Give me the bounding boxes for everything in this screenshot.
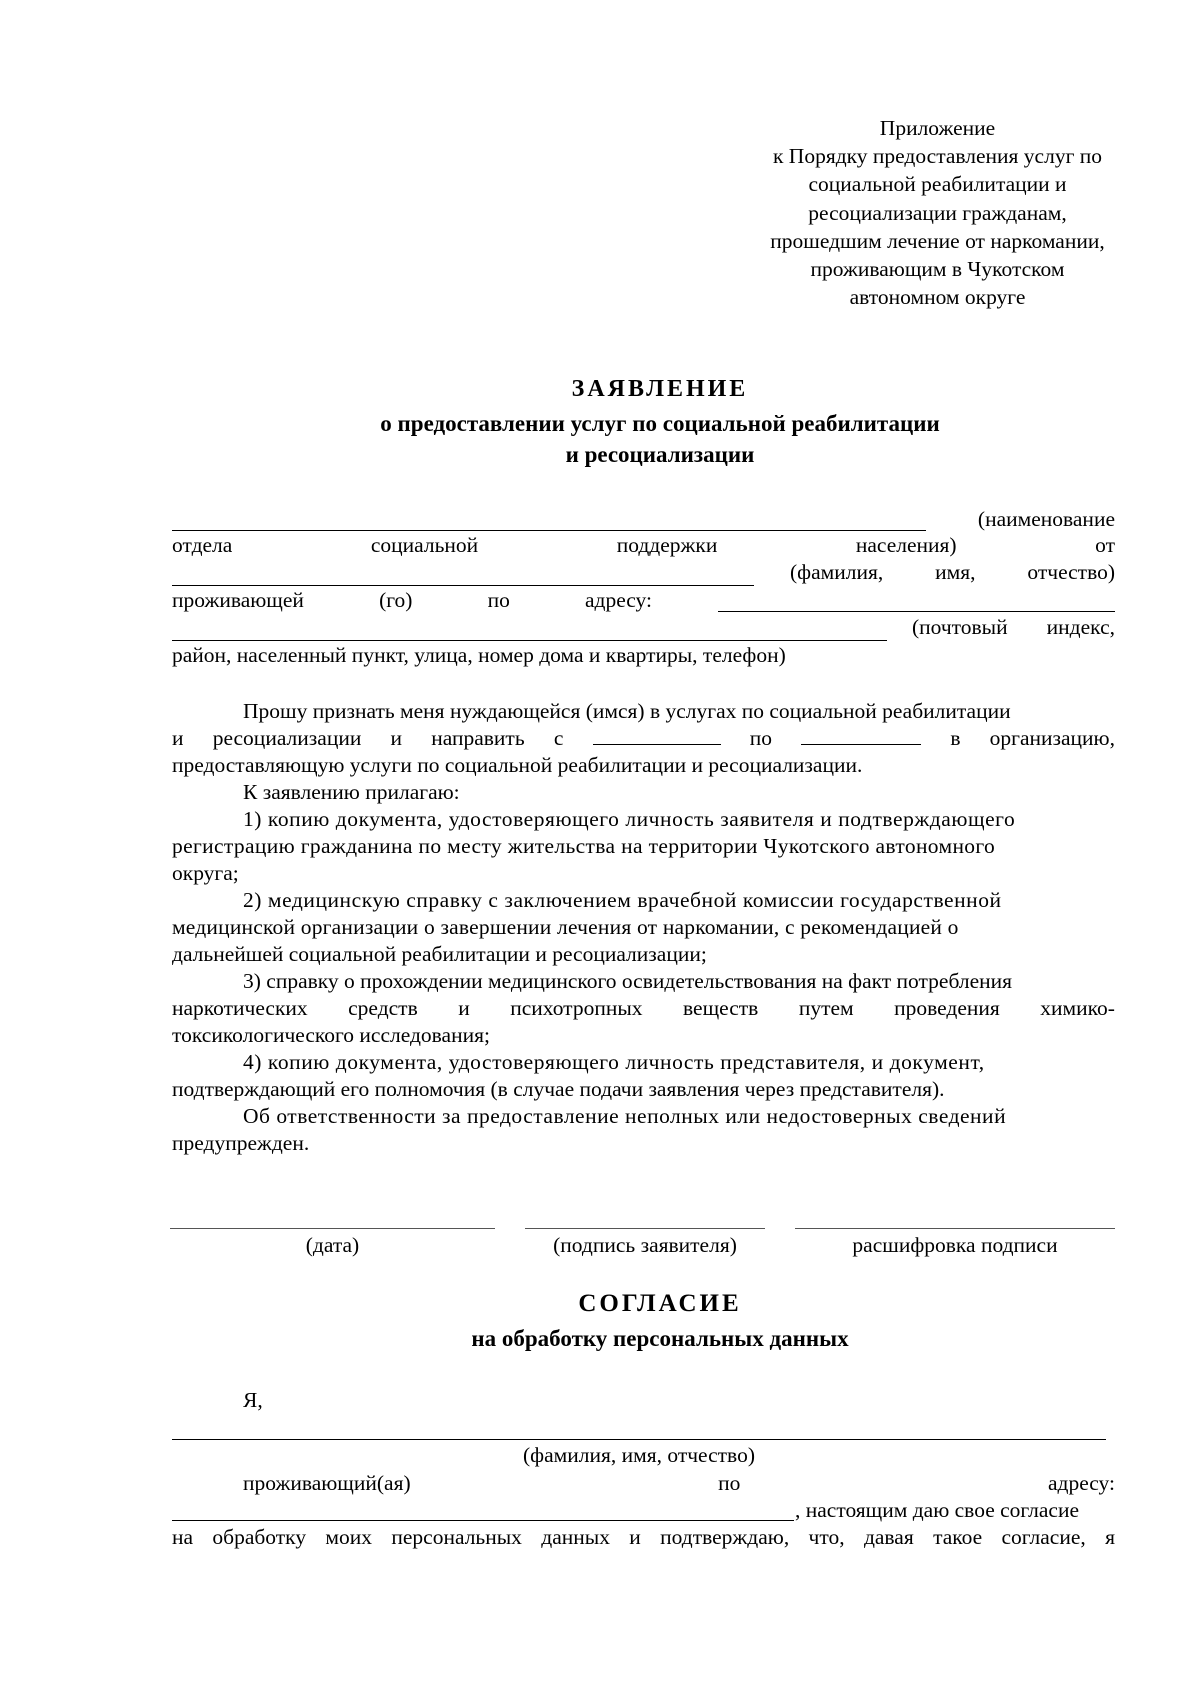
appendix-line: автономном округе	[849, 285, 1026, 310]
statement-title: ЗАЯВЛЕНИЕ	[571, 376, 749, 402]
item1-line-3: округа;	[172, 861, 239, 885]
date-to-field[interactable]	[801, 724, 921, 745]
appendix-line: проживающим в Чукотском	[810, 257, 1065, 282]
word: я	[1105, 1525, 1115, 1549]
item4-line-2: подтверждающий его полномочия (в случае подачи заявления через представителя).	[172, 1077, 945, 1101]
item3-line-1: 3) справку о прохождении медицинского освидетельствования на факт потребления	[243, 969, 1013, 993]
word: от	[1095, 533, 1115, 557]
word: согласие,	[1001, 1525, 1086, 1549]
hint-postal-index	[912, 613, 1115, 641]
word: и	[390, 726, 403, 750]
consent-hint-name: (фамилия, имя, отчество)	[523, 1443, 755, 1467]
word: подтверждаю,	[660, 1525, 790, 1549]
word: давая	[863, 1525, 914, 1549]
word: путем	[798, 996, 854, 1020]
appendix-line: Приложение	[879, 116, 996, 140]
responsibility-line-2: предупрежден.	[172, 1131, 310, 1155]
hint-date: (дата)	[305, 1233, 360, 1257]
word: моих	[325, 1525, 373, 1549]
word: психотропных	[510, 996, 643, 1020]
appendix-line: социальной реабилитации и	[808, 172, 1067, 197]
request-line-1: Прошу признать меня нуждающейся (имся) в услугах по социальной реабилитации	[243, 699, 1011, 723]
item1-line-2: регистрацию гражданина по месту жительства на территории Чукотского автономного	[172, 834, 996, 858]
item2-line-2: медицинской организации о завершении лечения от наркомании, с рекомендацией о	[172, 915, 959, 939]
word: веществ	[683, 996, 759, 1020]
word: персональных	[391, 1525, 522, 1549]
word: с	[553, 726, 564, 750]
word: ресоциализации	[212, 726, 362, 750]
statement-subtitle-2: и ресоциализации	[565, 442, 755, 467]
word: по	[487, 588, 510, 612]
word: средств	[348, 996, 418, 1020]
attachments-intro: К заявлению прилагаю:	[243, 780, 460, 804]
word: обработку	[212, 1525, 307, 1549]
word: имя,	[935, 560, 976, 584]
item4-line-1: 4) копию документа, удостоверяющего личность представителя, и документ,	[243, 1050, 985, 1074]
word: по	[749, 726, 772, 750]
applicant-signature-line[interactable]	[525, 1228, 765, 1229]
hint-applicant-name	[790, 558, 1115, 586]
date-signature-line[interactable]	[170, 1228, 495, 1229]
word: отчество)	[1027, 560, 1115, 584]
word: проживающий(ая)	[243, 1471, 411, 1495]
word: такое	[933, 1525, 983, 1549]
responsibility-line-1: Об ответственности за предоставление неполных или недостоверных сведений	[243, 1104, 1007, 1128]
request-line-3: предоставляющую услуги по социальной реабилитации и ресоциализации.	[172, 753, 863, 777]
word: (фамилия,	[790, 560, 884, 584]
hint-applicant-signature: (подпись заявителя)	[553, 1233, 737, 1257]
word: что,	[808, 1525, 845, 1549]
word: данных	[541, 1525, 610, 1549]
appendix-line: ресоциализации гражданам,	[808, 200, 1067, 225]
word: проживающей	[172, 588, 304, 612]
word: проведения	[894, 996, 1000, 1020]
signature-decoding-line[interactable]	[795, 1228, 1115, 1229]
word: (го)	[379, 588, 413, 612]
consent-subtitle: на обработку персональных данных	[471, 1326, 849, 1351]
word: и	[458, 996, 470, 1020]
word: в	[950, 726, 961, 750]
word: и	[172, 726, 184, 750]
word: индекс,	[1046, 615, 1115, 639]
item3-line-3: токсикологического исследования;	[172, 1023, 490, 1047]
word: поддержки	[616, 533, 718, 557]
word: населения)	[855, 533, 957, 557]
row-department	[172, 531, 1115, 559]
consent-name-line[interactable]	[172, 1439, 1106, 1440]
statement-subtitle-1: о предоставлении услуг по социальной реабилитации	[380, 411, 940, 436]
date-from-field[interactable]	[593, 724, 721, 745]
hint-address-details: район, населенный пункт, улица, номер дома и квартиры, телефон)	[172, 643, 786, 667]
word: на	[172, 1525, 194, 1549]
word: организацию,	[989, 726, 1115, 750]
item2-line-3: дальнейшей социальной реабилитации и ресоциализации;	[172, 942, 707, 966]
appendix-line: к Порядку предоставления услуг по	[772, 144, 1103, 169]
consent-last-line	[172, 1523, 1115, 1551]
item1-line-1: 1) копию документа, удостоверяющего личность заявителя и подтверждающего	[243, 807, 1016, 831]
word: химико-	[1040, 996, 1115, 1020]
appendix-block	[700, 114, 1175, 311]
word: социальной	[370, 533, 479, 557]
word: (почтовый	[912, 615, 1008, 639]
item2-line-1: 2) медицинскую справку с заключением врачебной комиссии государственной	[243, 888, 1002, 912]
word: адресу:	[584, 588, 652, 612]
word: направить	[431, 726, 525, 750]
consent-agree-text: , настоящим даю свое согласие	[795, 1498, 1080, 1522]
consent-title: СОГЛАСИЕ	[578, 1290, 742, 1317]
item3-line-2	[172, 994, 1115, 1022]
consent-address-line[interactable]	[172, 1520, 794, 1521]
hint-signature-decoding: расшифровка подписи	[852, 1233, 1058, 1257]
address-line-1[interactable]	[718, 611, 1115, 612]
appendix-line: прошедшим лечение от наркомании,	[770, 228, 1105, 253]
consent-address-row	[243, 1469, 1115, 1497]
row-address-label	[172, 586, 652, 614]
word: и	[629, 1525, 641, 1549]
request-line-2	[172, 724, 1115, 752]
word: отдела	[172, 533, 233, 557]
hint-department-name: (наименование	[977, 507, 1115, 531]
word: по	[718, 1471, 741, 1495]
word: наркотических	[172, 996, 308, 1020]
consent-ya: Я,	[243, 1388, 263, 1412]
word: адресу:	[1047, 1471, 1115, 1495]
